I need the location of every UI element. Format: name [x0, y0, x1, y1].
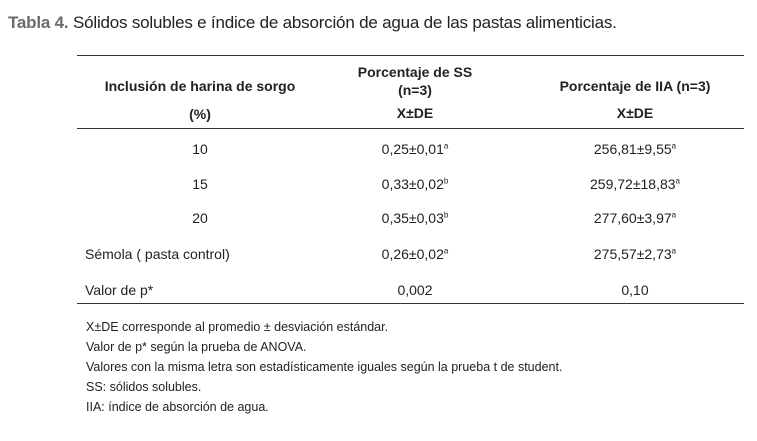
header-col3-line2: X±DE — [616, 105, 654, 121]
header-col1-line2: (%) — [189, 106, 211, 122]
iia-superscript: a — [671, 246, 677, 256]
ss-value-cell — [330, 141, 500, 157]
footnote: Valores con la misma letra son estadísticamente iguales según la prueba t de student. — [86, 360, 563, 374]
iia-value: 277,60±3,97 — [593, 210, 672, 226]
ss-value-cell — [330, 282, 500, 298]
iia-superscript: a — [671, 141, 677, 151]
iia-value: 275,57±2,73 — [593, 246, 672, 262]
ss-value-cell — [330, 246, 500, 262]
ss-superscript: a — [443, 246, 449, 256]
iia-superscript: a — [671, 210, 677, 220]
footnote: X±DE corresponde al promedio ± desviación estándar. — [86, 320, 389, 334]
row-label: 15 — [192, 176, 208, 192]
ss-superscript: a — [443, 141, 449, 151]
ss-value-cell — [330, 210, 500, 226]
iia-value-cell — [540, 246, 730, 262]
header-bottom-rule — [77, 128, 744, 129]
iia-value: 256,81±9,55 — [593, 141, 672, 157]
row-label: 20 — [192, 210, 208, 226]
table-caption — [8, 13, 617, 33]
ss-value: 0,25±0,01 — [381, 141, 444, 157]
table-footnotes — [86, 317, 562, 417]
ss-value: 0,26±0,02 — [381, 246, 444, 262]
iia-value: 259,72±18,83 — [590, 176, 676, 192]
table-top-rule — [77, 55, 744, 56]
ss-superscript: b — [443, 176, 449, 186]
iia-value-cell — [540, 141, 730, 157]
footnote: Valor de p* según la prueba de ANOVA. — [86, 340, 307, 354]
caption-label: Tabla 4. — [8, 13, 69, 32]
row-label: Valor de p* — [85, 282, 154, 298]
table-bottom-rule — [77, 303, 744, 304]
header-col1-line1: Inclusión de harina de sorgo — [104, 78, 296, 94]
ss-value: 0,35±0,03 — [381, 210, 444, 226]
iia-value: 0,10 — [621, 282, 649, 298]
iia-value-cell — [540, 176, 730, 192]
iia-superscript: a — [675, 176, 680, 186]
ss-value: 0,002 — [397, 282, 433, 298]
ss-superscript: b — [443, 210, 449, 220]
row-label: 10 — [192, 141, 208, 157]
iia-value-cell — [540, 210, 730, 226]
header-col2-line1: Porcentaje de SS — [357, 64, 473, 80]
footnote: IIA: índice de absorción de agua. — [86, 400, 269, 414]
caption-text: Sólidos solubles e índice de absorción de agua de las pastas alimenticias. — [72, 13, 617, 32]
row-label: Sémola ( pasta control) — [85, 246, 230, 262]
header-col2-line2: (n=3) — [398, 82, 432, 98]
header-col3-line1: Porcentaje de IIA (n=3) — [559, 78, 711, 94]
ss-value-cell — [330, 176, 500, 192]
iia-value-cell — [540, 282, 730, 298]
footnote: SS: sólidos solubles. — [86, 380, 202, 394]
ss-value: 0,33±0,02 — [381, 176, 444, 192]
header-col2-line3: X±DE — [396, 105, 434, 121]
